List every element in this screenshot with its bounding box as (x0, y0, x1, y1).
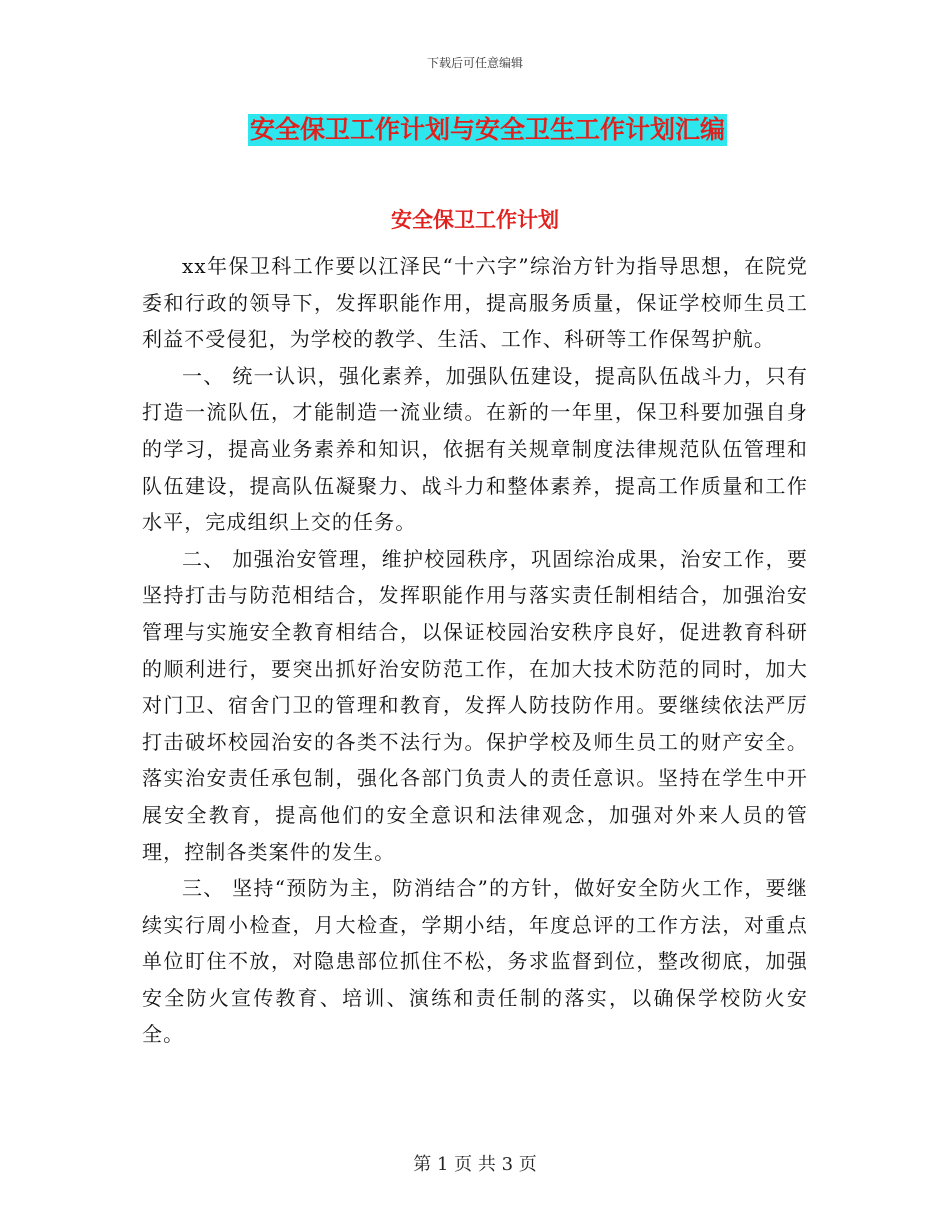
page-number: 第 1 页 共 3 页 (413, 1154, 537, 1175)
paragraph-item-1: 一、 统一认识，强化素养，加强队伍建设，提高队伍战斗力，只有打造一流队伍，才能制造一流业绩。在新的一年里，保卫科要加强自身的学习，提高业务素养和知识，依据有关规章制度法律规范队伍管理和队伍建设，提高队伍凝聚力、战斗力和整体素养，提高工作质量和工作水平，完成组织上交的任务。 (142, 363, 808, 535)
paragraph-intro: xx年保卫科工作要以江泽民“十六字”综治方针为指导思想，在院党委和行政的领导下，发挥职能作用，提高服务质量，保证学校师生员工利益不受侵犯，为学校的教学、生活、工作、科研等工作保驾护航。 (142, 254, 808, 352)
section-title: 安全保卫工作计划 (391, 208, 559, 232)
paragraph-item-2: 二、 加强治安管理，维护校园秩序，巩固综治成果，治安工作，要坚持打击与防范相结合，发挥职能作用与落实责任制相结合，加强治安管理与实施安全教育相结合，以保证校园治安秩序良好，促进教育科研的顺利进行，要突出抓好治安防范工作，在加大技术防范的同时，加大对门卫、宿舍门卫的管理和教育，发挥人防技防作用。要继续依法严厉打击破坏校园治安的各类不法行为。保护学校及师生员工的财产安全。落实治安责任承包制，强化各部门负责人的责任意识。坚持在学生中开展安全教育，提高他们的安全意识和法律观念，加强对外来人员的管理，控制各类案件的发生。 (142, 546, 808, 864)
paragraph-item-3: 三、 坚持“预防为主，防消结合”的方针，做好安全防火工作，要继续实行周小检查，月大检查，学期小结，年度总评的工作方法，对重点单位盯住不放，对隐患部位抓住不松，务求监督到位，整改彻底，加强安全防火宣传教育、培训、演练和责任制的落实，以确保学校防火安全。 (142, 876, 808, 1047)
document-title: 安全保卫工作计划与安全卫生工作计划汇编 (250, 115, 726, 144)
document-body (142, 248, 808, 1053)
page-header-note: 下载后可任意编辑 (426, 56, 523, 70)
